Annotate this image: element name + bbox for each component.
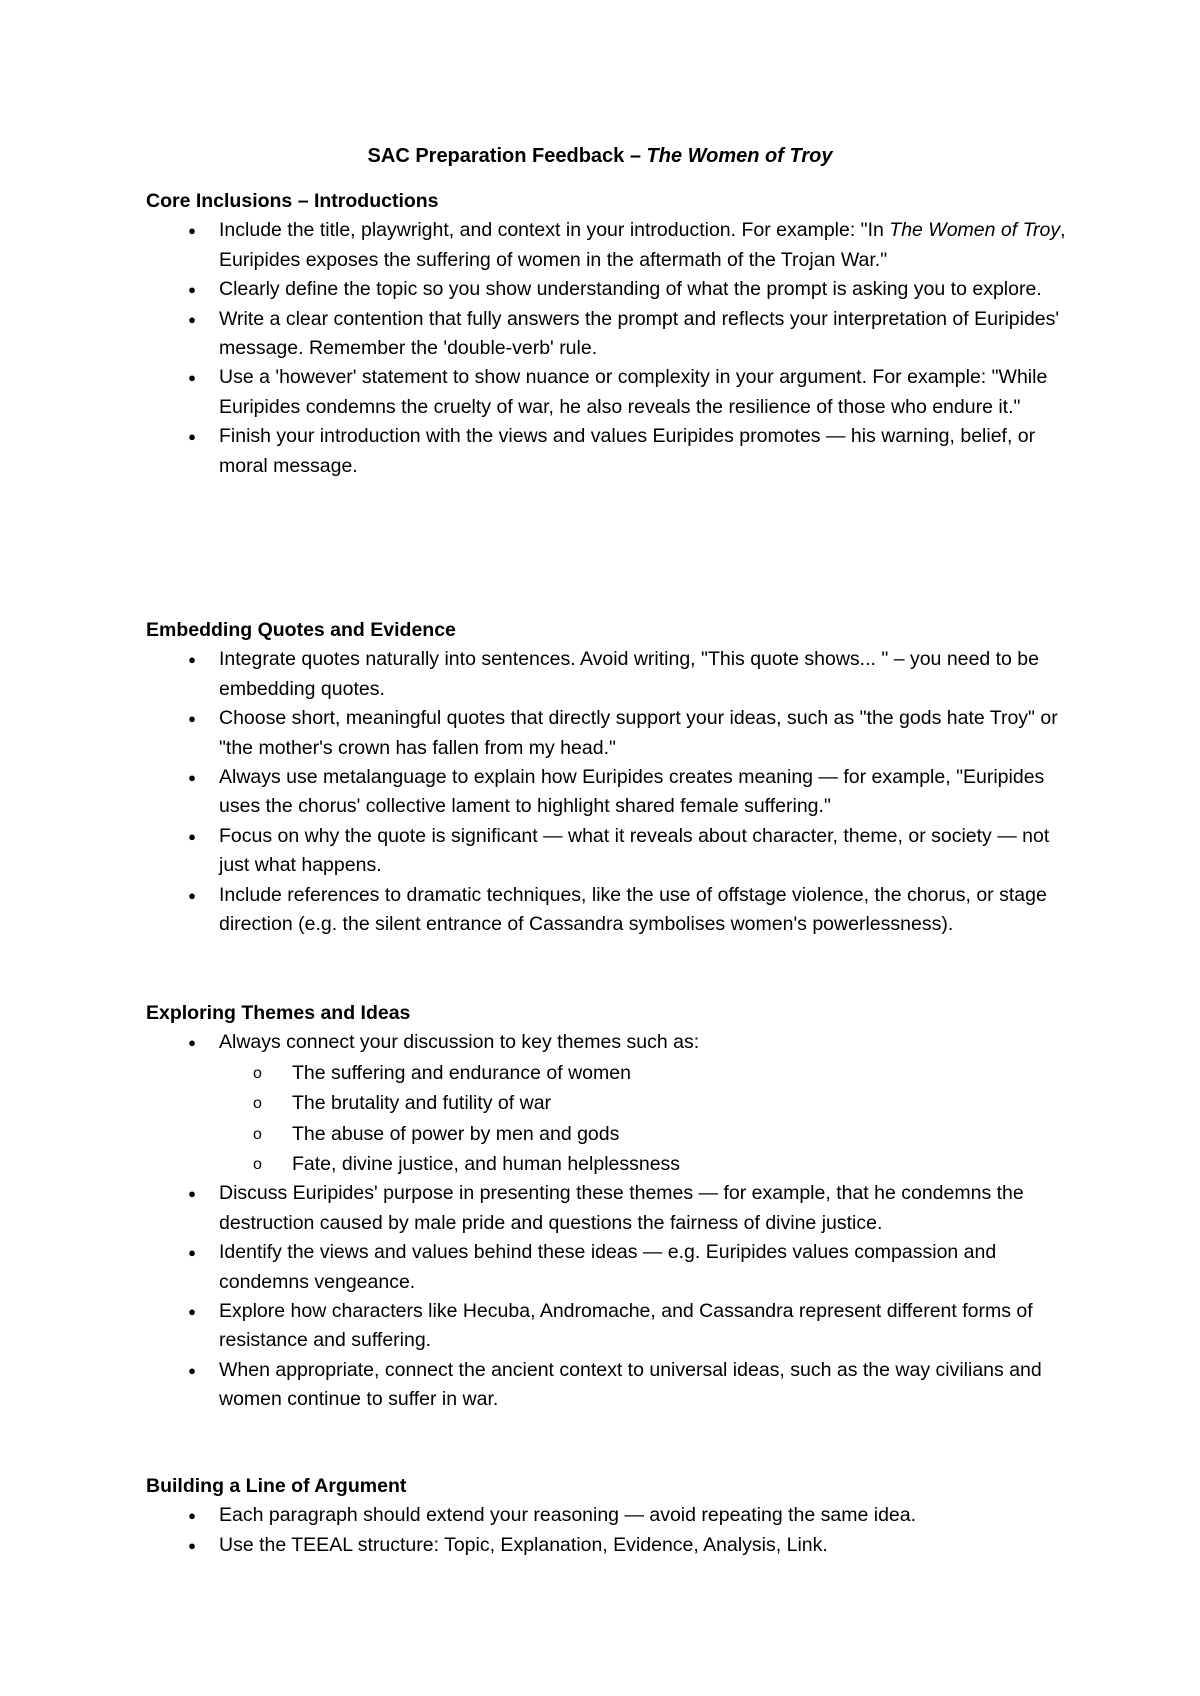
list-item	[146, 1297, 1076, 1356]
list-item	[146, 1356, 1076, 1415]
list-item	[146, 363, 1076, 422]
section-heading: Exploring Themes and Ideas	[146, 1002, 411, 1024]
list-item	[146, 763, 1076, 822]
item-text: Integrate quotes naturally into sentences. Avoid writing, "This quote shows... " – you need to be embedding quotes.	[219, 648, 1039, 700]
circle-bullet-icon: o	[253, 1095, 262, 1113]
item-text: Include the title, playwright, and context in your introduction. For example: "In	[219, 219, 890, 242]
bullet-icon: ●	[188, 652, 196, 668]
item-text: Finish your introduction with the views and values Euripides promotes — his warning, belief, or moral message.	[219, 425, 1036, 477]
list-item	[146, 704, 1076, 763]
circle-bullet-icon: o	[253, 1064, 262, 1082]
list-item	[146, 216, 1076, 275]
item-text: Explore how characters like Hecuba, Andromache, and Cassandra represent different forms of resistance and suffering.	[219, 1300, 1033, 1352]
bullet-icon: ●	[188, 1186, 196, 1202]
bullet-list	[146, 645, 1076, 939]
list-item	[146, 1531, 1076, 1560]
list-item	[146, 822, 1076, 881]
circle-bullet-icon: o	[253, 1125, 262, 1143]
bullet-icon: ●	[188, 711, 196, 727]
item-text: Focus on why the quote is significant — what it reveals about character, theme, or society — not just what happens.	[219, 824, 1050, 877]
bullet-icon: ●	[188, 429, 196, 445]
list-item	[146, 1238, 1076, 1297]
sub-item-text: The brutality and futility of war	[292, 1092, 552, 1115]
bullet-icon: ●	[188, 223, 196, 239]
bullet-list	[146, 216, 1076, 481]
sub-list-item	[219, 1149, 1076, 1179]
section-line-of-argument	[146, 1472, 1076, 1560]
bullet-icon: ●	[188, 1362, 196, 1378]
bullet-list	[146, 1501, 1076, 1560]
bullet-icon: ●	[188, 282, 196, 298]
list-item	[146, 305, 1076, 364]
bullet-icon: ●	[188, 1035, 196, 1051]
sub-item-text: The suffering and endurance of women	[292, 1061, 631, 1084]
item-text: Identify the views and values behind these ideas — e.g. Euripides values compassion and condemns vengeance.	[219, 1241, 997, 1293]
item-text: Always connect your discussion to key themes such as:	[219, 1031, 700, 1054]
bullet-icon: ●	[188, 887, 196, 903]
document-title	[0, 144, 1200, 168]
item-text: Choose short, meaningful quotes that directly support your ideas, such as "the gods hate Troy" or "the mother's crown has fallen from my head."	[219, 707, 1058, 759]
bullet-icon: ●	[188, 828, 196, 844]
title-play-name: The Women of Troy	[646, 145, 833, 167]
section-introductions	[146, 187, 1076, 481]
bullet-icon: ●	[188, 1304, 196, 1320]
sub-bullet-list	[219, 1058, 1076, 1180]
bullet-list	[146, 1028, 1076, 1414]
list-item	[146, 1501, 1076, 1530]
circle-bullet-icon: o	[253, 1156, 262, 1174]
bullet-icon: ●	[188, 311, 196, 327]
list-item	[146, 1179, 1076, 1238]
list-item	[146, 275, 1076, 304]
section-embedding-quotes	[146, 616, 1076, 939]
title-prefix: SAC Preparation Feedback –	[367, 145, 647, 167]
bullet-icon: ●	[188, 770, 196, 786]
item-text: Use a 'however' statement to show nuance or complexity in your argument. For example: "While Euripides condemns the cruelty of war, he also reveals the resilience of those who endure it."	[219, 366, 1048, 418]
section-exploring-themes	[146, 999, 1076, 1415]
bullet-icon: ●	[188, 1245, 196, 1261]
list-item	[146, 645, 1076, 704]
item-text: Always use metalanguage to explain how Euripides creates meaning — for example, "Euripides uses the chorus' collective lament to highlight shared female suffering."	[219, 766, 1045, 818]
sub-list-item	[219, 1058, 1076, 1088]
item-text: Write a clear contention that fully answers the prompt and reflects your interpretation of Euripides' message. Remember the 'double-verb' rule.	[219, 307, 1060, 360]
item-text: Use the TEEAL structure: Topic, Explanation, Evidence, Analysis, Link.	[219, 1533, 828, 1556]
sub-list-item	[219, 1088, 1076, 1118]
item-text: When appropriate, connect the ancient context to universal ideas, such as the way civilians and women continue to suffer in war.	[219, 1358, 1042, 1411]
section-heading: Embedding Quotes and Evidence	[146, 619, 456, 641]
list-item	[146, 1028, 1076, 1179]
list-item	[146, 881, 1076, 940]
sub-item-text: Fate, divine justice, and human helplessness	[292, 1153, 681, 1176]
section-heading: Core Inclusions – Introductions	[146, 190, 439, 212]
item-text: Include references to dramatic techniques, like the use of offstage violence, the chorus, or stage direction (e.g. the silent entrance of Cassandra symbolises women's powerlessness).	[219, 883, 1047, 936]
item-text: , Euripides exposes the suffering of women in the aftermath of the Trojan War."	[219, 219, 1066, 271]
bullet-icon: ●	[188, 1537, 196, 1553]
sub-item-text: The abuse of power by men and gods	[292, 1122, 620, 1145]
item-text: Clearly define the topic so you show understanding of what the prompt is asking you to explore.	[219, 278, 1042, 301]
item-text: Each paragraph should extend your reasoning — avoid repeating the same idea.	[219, 1504, 917, 1527]
bullet-icon: ●	[188, 1508, 196, 1524]
bullet-icon: ●	[188, 370, 196, 386]
item-text: Discuss Euripides' purpose in presenting these themes — for example, that he condemns the destruction caused by male pride and questions the fairness of divine justice.	[219, 1182, 1024, 1234]
item-text-italic: The Women of Troy	[889, 219, 1061, 242]
section-heading: Building a Line of Argument	[146, 1475, 407, 1497]
list-item	[146, 422, 1076, 481]
sub-list-item	[219, 1119, 1076, 1149]
